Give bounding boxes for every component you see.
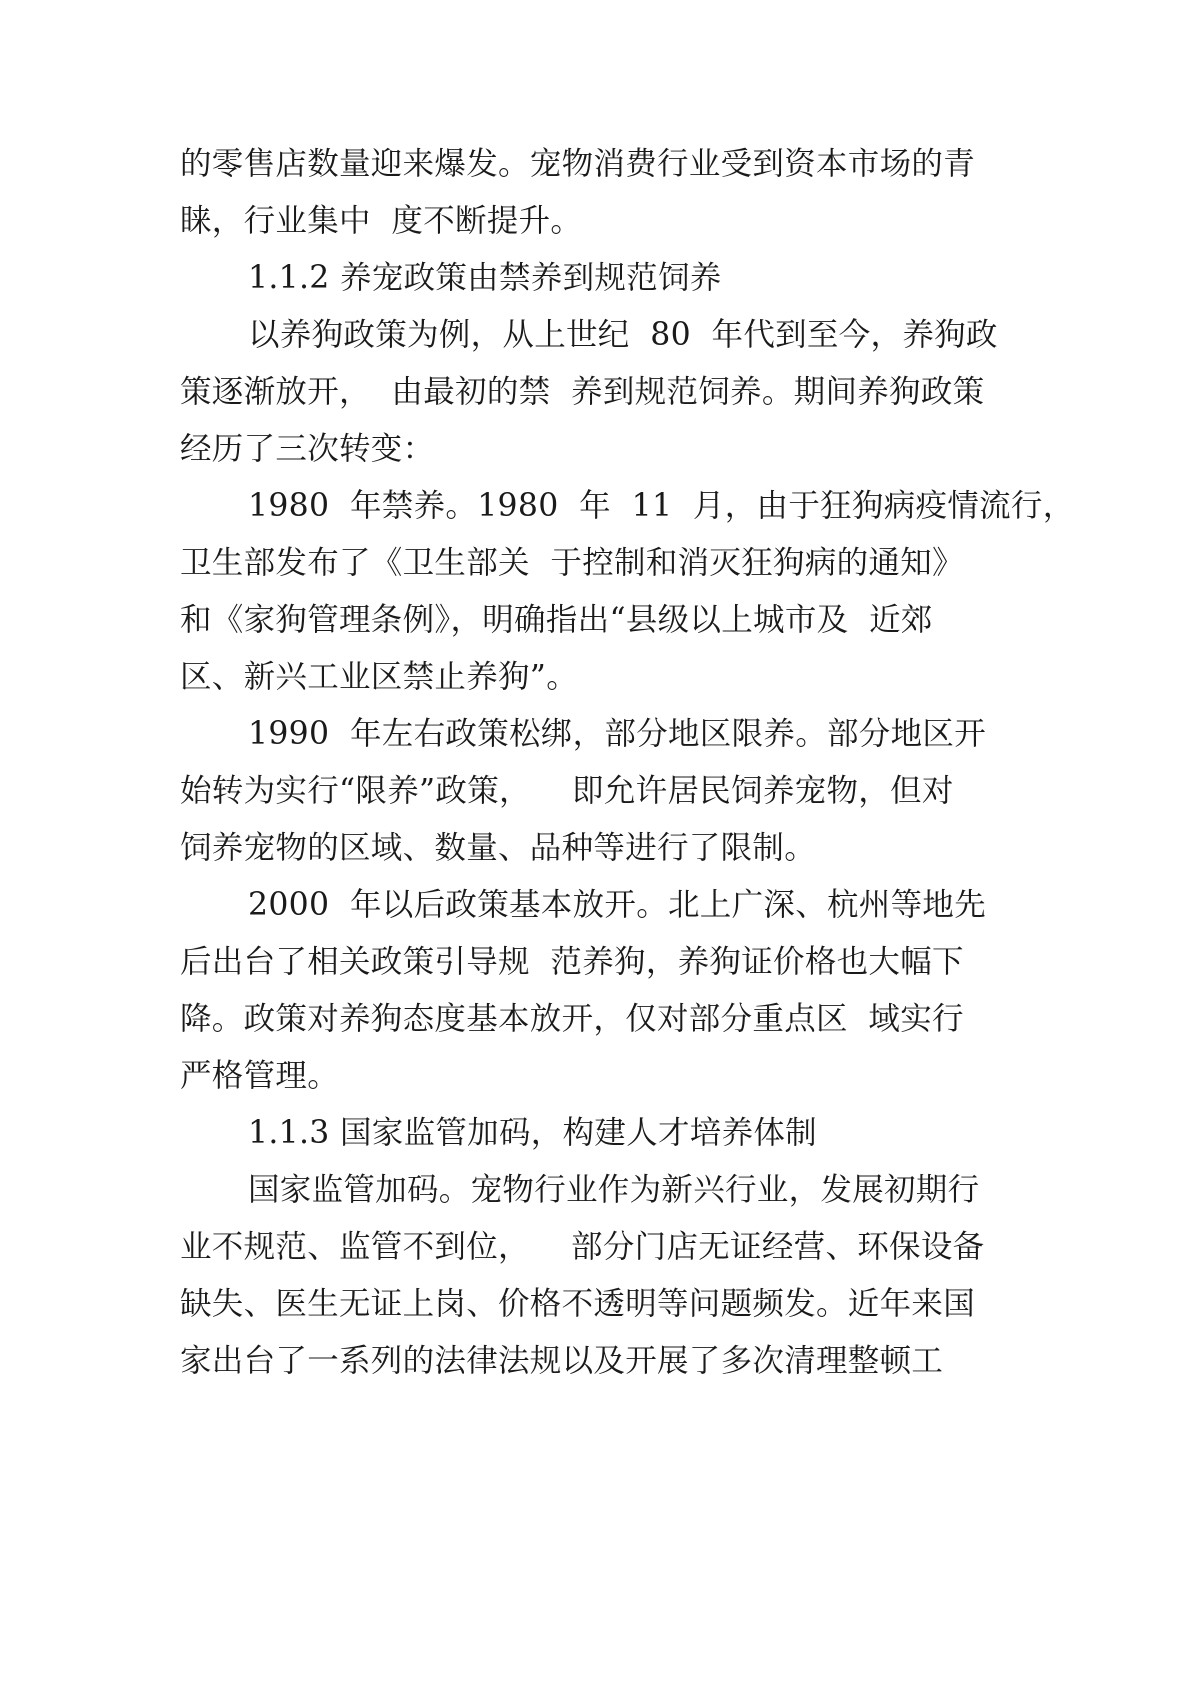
paragraph-line: 和《家狗管理条例》，明确指出“县级以上城市及 近郊 bbox=[180, 602, 933, 638]
paragraph-line: 缺失、医生无证上岗、价格不透明等问题频发。近年来国 bbox=[180, 1286, 976, 1322]
paragraph-line: 卫生部发布了《卫生部关 于控制和消灭狂狗病的通知》 bbox=[180, 545, 964, 581]
section-heading-1-1-3: 1.1.3 国家监管加码，构建人才培养体制 bbox=[248, 1115, 817, 1151]
paragraph-line: 1990 年左右政策松绑，部分地区限养。部分地区开 bbox=[248, 716, 986, 752]
paragraph-line: 策逐渐放开， 由最初的禁 养到规范饲养。期间养狗政策 bbox=[180, 374, 985, 410]
paragraph-line: 经历了三次转变： bbox=[180, 431, 435, 467]
paragraph-line: 区、新兴工业区禁止养狗”。 bbox=[180, 659, 579, 695]
paragraph-line: 降。政策对养狗态度基本放开，仅对部分重点区 域实行 bbox=[180, 1001, 964, 1037]
paragraph-line: 睐，行业集中 度不断提升。 bbox=[180, 203, 583, 239]
paragraph-line: 始转为实行“限养”政策， 即允许居民饲养宠物，但对 bbox=[180, 773, 954, 809]
paragraph-line: 后出台了相关政策引导规 范养狗，养狗证价格也大幅下 bbox=[180, 944, 964, 980]
paragraph-line: 严格管理。 bbox=[180, 1058, 340, 1094]
paragraph-line: 饲养宠物的区域、数量、品种等进行了限制。 bbox=[180, 830, 817, 866]
paragraph-line: 以养狗政策为例，从上世纪 80 年代到至今，养狗政 bbox=[248, 317, 998, 353]
section-heading-1-1-2: 1.1.2 养宠政策由禁养到规范饲养 bbox=[248, 260, 722, 296]
paragraph-line: 业不规范、监管不到位， 部分门店无证经营、环保设备 bbox=[180, 1229, 985, 1265]
paragraph-line: 2000 年以后政策基本放开。北上广深、杭州等地先 bbox=[248, 887, 986, 923]
paragraph-line: 家出台了一系列的法律法规以及开展了多次清理整顿工 bbox=[180, 1343, 944, 1379]
paragraph-line: 国家监管加码。宠物行业作为新兴行业，发展初期行 bbox=[248, 1172, 980, 1208]
paragraph-line: 1980 年禁养。1980 年 11 月，由于狂狗病疫情流行， bbox=[248, 488, 1075, 524]
paragraph-line: 的零售店数量迎来爆发。宠物消费行业受到资本市场的青 bbox=[180, 146, 976, 182]
